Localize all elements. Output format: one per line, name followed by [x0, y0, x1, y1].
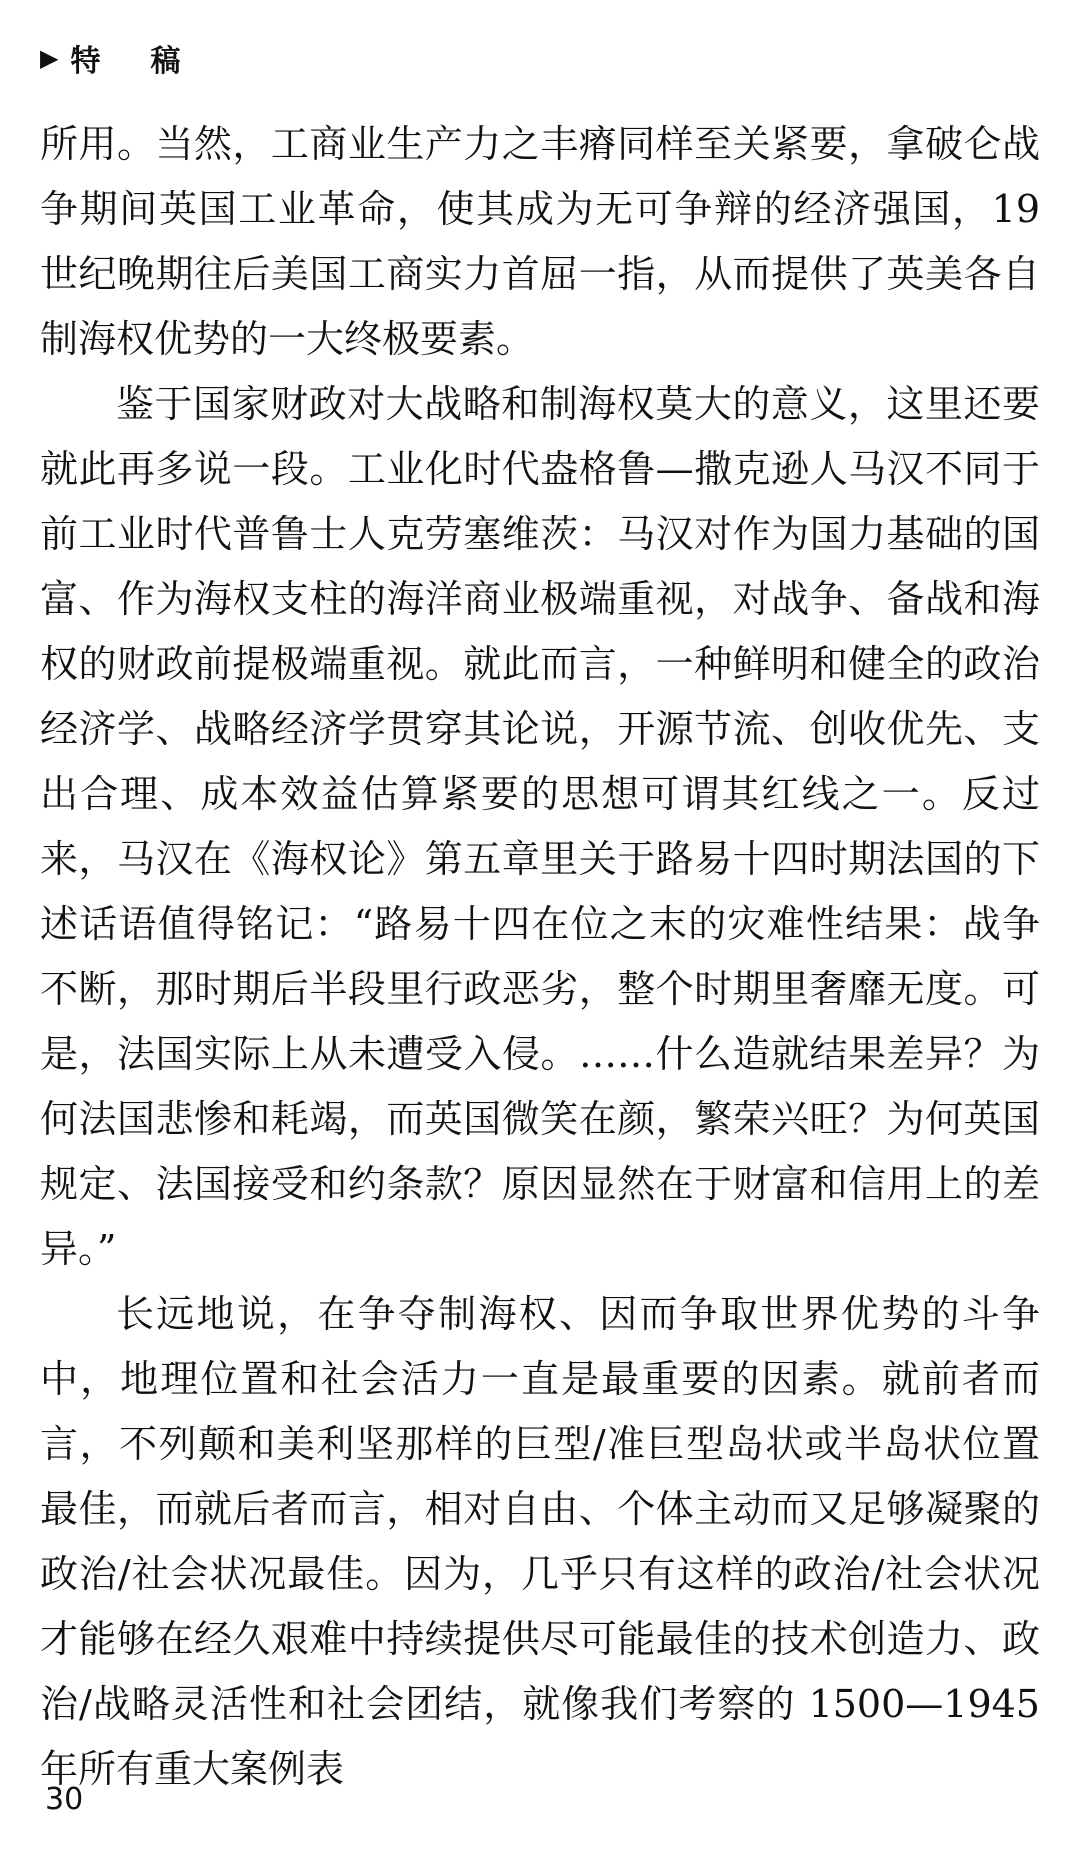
section-title: 特稿 — [70, 44, 231, 79]
paragraph-continued: 所用。当然，工商业生产力之丰瘠同样至关紧要，拿破仑战争期间英国工业革命，使其成为无可争辩的经济强国，19 世纪晚期往后美国工商实力首屈一指，从而提供了英美各自制海权优势的一大终极要素。 — [40, 122, 1040, 361]
page-number: 30 — [45, 1782, 84, 1817]
section-header — [40, 36, 230, 80]
triangle-right-icon: ▶ — [40, 44, 59, 72]
article-body — [40, 112, 1040, 1802]
paragraph: 鉴于国家财政对大战略和制海权莫大的意义，这里还要就此再多说一段。工业化时代盎格鲁—撒克逊人马汉不同于前工业时代普鲁士人克劳塞维茨：马汉对作为国力基础的国富、作为海权支柱的海洋商业极端重视，对战争、备战和海权的财政前提极端重视。就此而言，一种鲜明和健全的政治经济学、战略经济学贯穿其论说，开源节流、创收优先、支出合理、成本效益估算紧要的思想可谓其红线之一。反过来，马汉在《海权论》第五章里关于路易十四时期法国的下述话语值得铭记：“路易十四在位之末的灾难性结果：战争不断，那时期后半段里行政恶劣，整个时期里奢靡无度。可是，法国实际上从未遭受入侵。……什么造就结果差异？为何法国悲惨和耗竭，而英国微笑在颜，繁荣兴旺？为何英国规定、法国接受和约条款？原因显然在于财富和信用上的差异。” — [40, 382, 1040, 1271]
paragraph: 长远地说，在争夺制海权、因而争取世界优势的斗争中，地理位置和社会活力一直是最重要的因素。就前者而言，不列颠和美利坚那样的巨型/准巨型岛状或半岛状位置最佳，而就后者而言，相对自由、个体主动而又足够凝聚的政治/社会状况最佳。因为，几乎只有这样的政治/社会状况才能够在经久艰难中持续提供尽可能最佳的技术创造力、政治/战略灵活性和社会团结，就像我们考察的 1500—1945 年所有重大案例表 — [40, 1292, 1040, 1791]
